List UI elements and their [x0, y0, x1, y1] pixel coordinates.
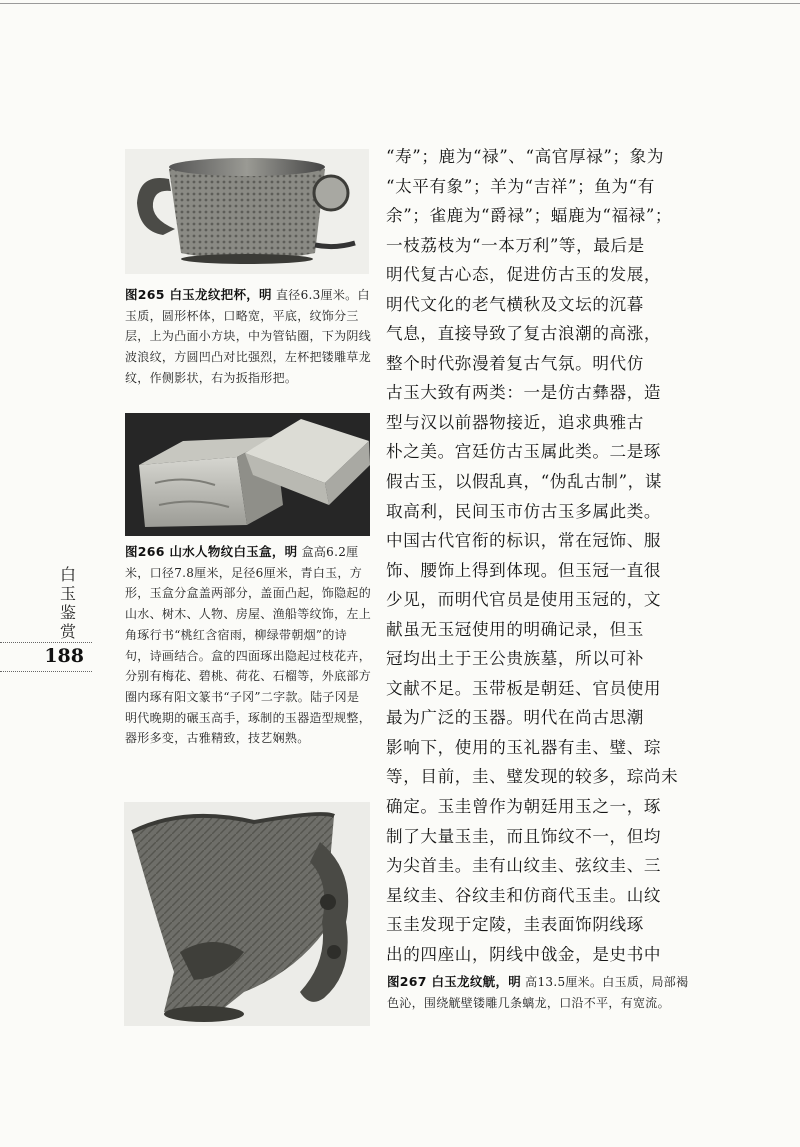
body-line: 气息，直接导致了复古浪潮的高涨，	[386, 324, 662, 344]
caption-figure-266	[125, 542, 371, 749]
body-line: 整个时代弥漫着复古气氛。明代仿	[386, 353, 644, 373]
body-line: 明代文化的老气横秋及文坛的沉暮	[386, 294, 644, 314]
body-line: 取高利，民间玉市仿古玉多属此类。	[386, 501, 662, 521]
body-line: 献虽无玉冠使用的明确记录，但玉	[386, 619, 644, 639]
body-line: 等，目前，圭、璧发现的较多，琮尚未	[386, 767, 679, 787]
body-line: 为尖首圭。圭有山纹圭、弦纹圭、三	[386, 856, 662, 876]
body-line: 朴之美。宫廷仿古玉属此类。二是琢	[386, 442, 662, 462]
photo-jade-cup	[125, 149, 369, 274]
body-line: 文献不足。玉带板是朝廷、官员使用	[386, 678, 662, 698]
body-line: 型与汉以前器物接近，追求典雅古	[386, 412, 644, 432]
body-line: “寿”；鹿为“禄”、“高官厚禄”；象为	[386, 147, 665, 166]
body-line: 出的四座山，阴线中戗金，是史书中	[386, 944, 662, 964]
body-line: 最为广泛的玉器。明代在尚古思潮	[386, 708, 644, 728]
caption-figure-265	[125, 285, 371, 389]
body-line: 明代复古心态，促进仿古玉的发展，	[386, 265, 662, 285]
body-line: “太平有象”；羊为“吉祥”；鱼为“有	[386, 176, 655, 196]
top-rule	[0, 3, 800, 4]
body-line: 星纹圭、谷纹圭和仿商代玉圭。山纹	[386, 885, 662, 905]
body-line: 确定。玉圭曾作为朝廷用玉之一，琢	[386, 797, 662, 817]
body-line: 中国古代官衔的标识，常在冠饰、服	[386, 531, 662, 551]
caption-text: 盒高6.2厘米，口径7.8厘米，足径6厘米，青白玉，方形，玉盒分盒盖两部分，盖面凸起，饰隐起的山水、树木、人物、房屋、渔船等纹饰，左上角琢行书“桃红含宿雨，柳绿带朝烟”的诗句，诗画结合。盒的四面琢出隐起过枝花卉，分别有梅花、碧桃、荷花、石榴等，外底部方圈内琢有阳文篆书“子冈”二字款。陆子冈是明代晚期的碾玉高手，琢制的玉器造型规整，器形多变，古雅精致，技艺娴熟。	[125, 545, 372, 746]
body-line: 余”；雀鹿为“爵禄”；蝠鹿为“福禄”；	[386, 206, 673, 226]
body-line: 冠均出土于王公贵族墓，所以可补	[386, 649, 644, 669]
caption-title: 图266 山水人物纹白玉盒，明	[125, 544, 298, 559]
body-text	[386, 142, 701, 969]
caption-title: 图265 白玉龙纹把杯，明	[125, 287, 272, 302]
body-line: 饰、腰饰上得到体现。但玉冠一直很	[386, 560, 662, 580]
photo-jade-gong-vessel	[124, 802, 370, 1026]
caption-figure-267	[387, 972, 697, 1013]
section-label: 白玉鉴赏	[59, 565, 76, 641]
page-number-box	[0, 642, 92, 672]
body-line: 假古玉，以假乱真，“伪乱古制”，谋	[386, 472, 663, 492]
caption-text: 高13.5厘米。白玉质，局部褐色沁，围绕觥壁镂雕几条螭龙，口沿不平，有宽流。	[387, 975, 689, 1010]
body-line: 制了大量玉圭，而且饰纹不一，但均	[386, 826, 662, 846]
body-line: 少见，而明代官员是使用玉冠的，文	[386, 590, 662, 610]
photo-jade-box	[125, 413, 370, 536]
caption-title: 图267 白玉龙纹觥，明	[387, 974, 522, 989]
body-line: 古玉大致有两类：一是仿古彝器，造	[386, 383, 662, 403]
body-line: 玉圭发现于定陵，圭表面饰阴线琢	[386, 915, 644, 935]
body-line: 一枝荔枝为“一本万利”等，最后是	[386, 235, 645, 255]
page-number: 188	[44, 645, 84, 667]
caption-text: 直径6.3厘米。白玉质，圆形杯体，口略宽，平底，纹饰分三层，上为凸面小方块，中为管钻圈，下为阴线波浪纹，方圆凹凸对比强烈，左杯把镂雕草龙纹，作侧影状，右为扳指形把。	[125, 288, 372, 385]
body-line: 影响下，使用的玉礼器有圭、璧、琮	[386, 737, 662, 757]
